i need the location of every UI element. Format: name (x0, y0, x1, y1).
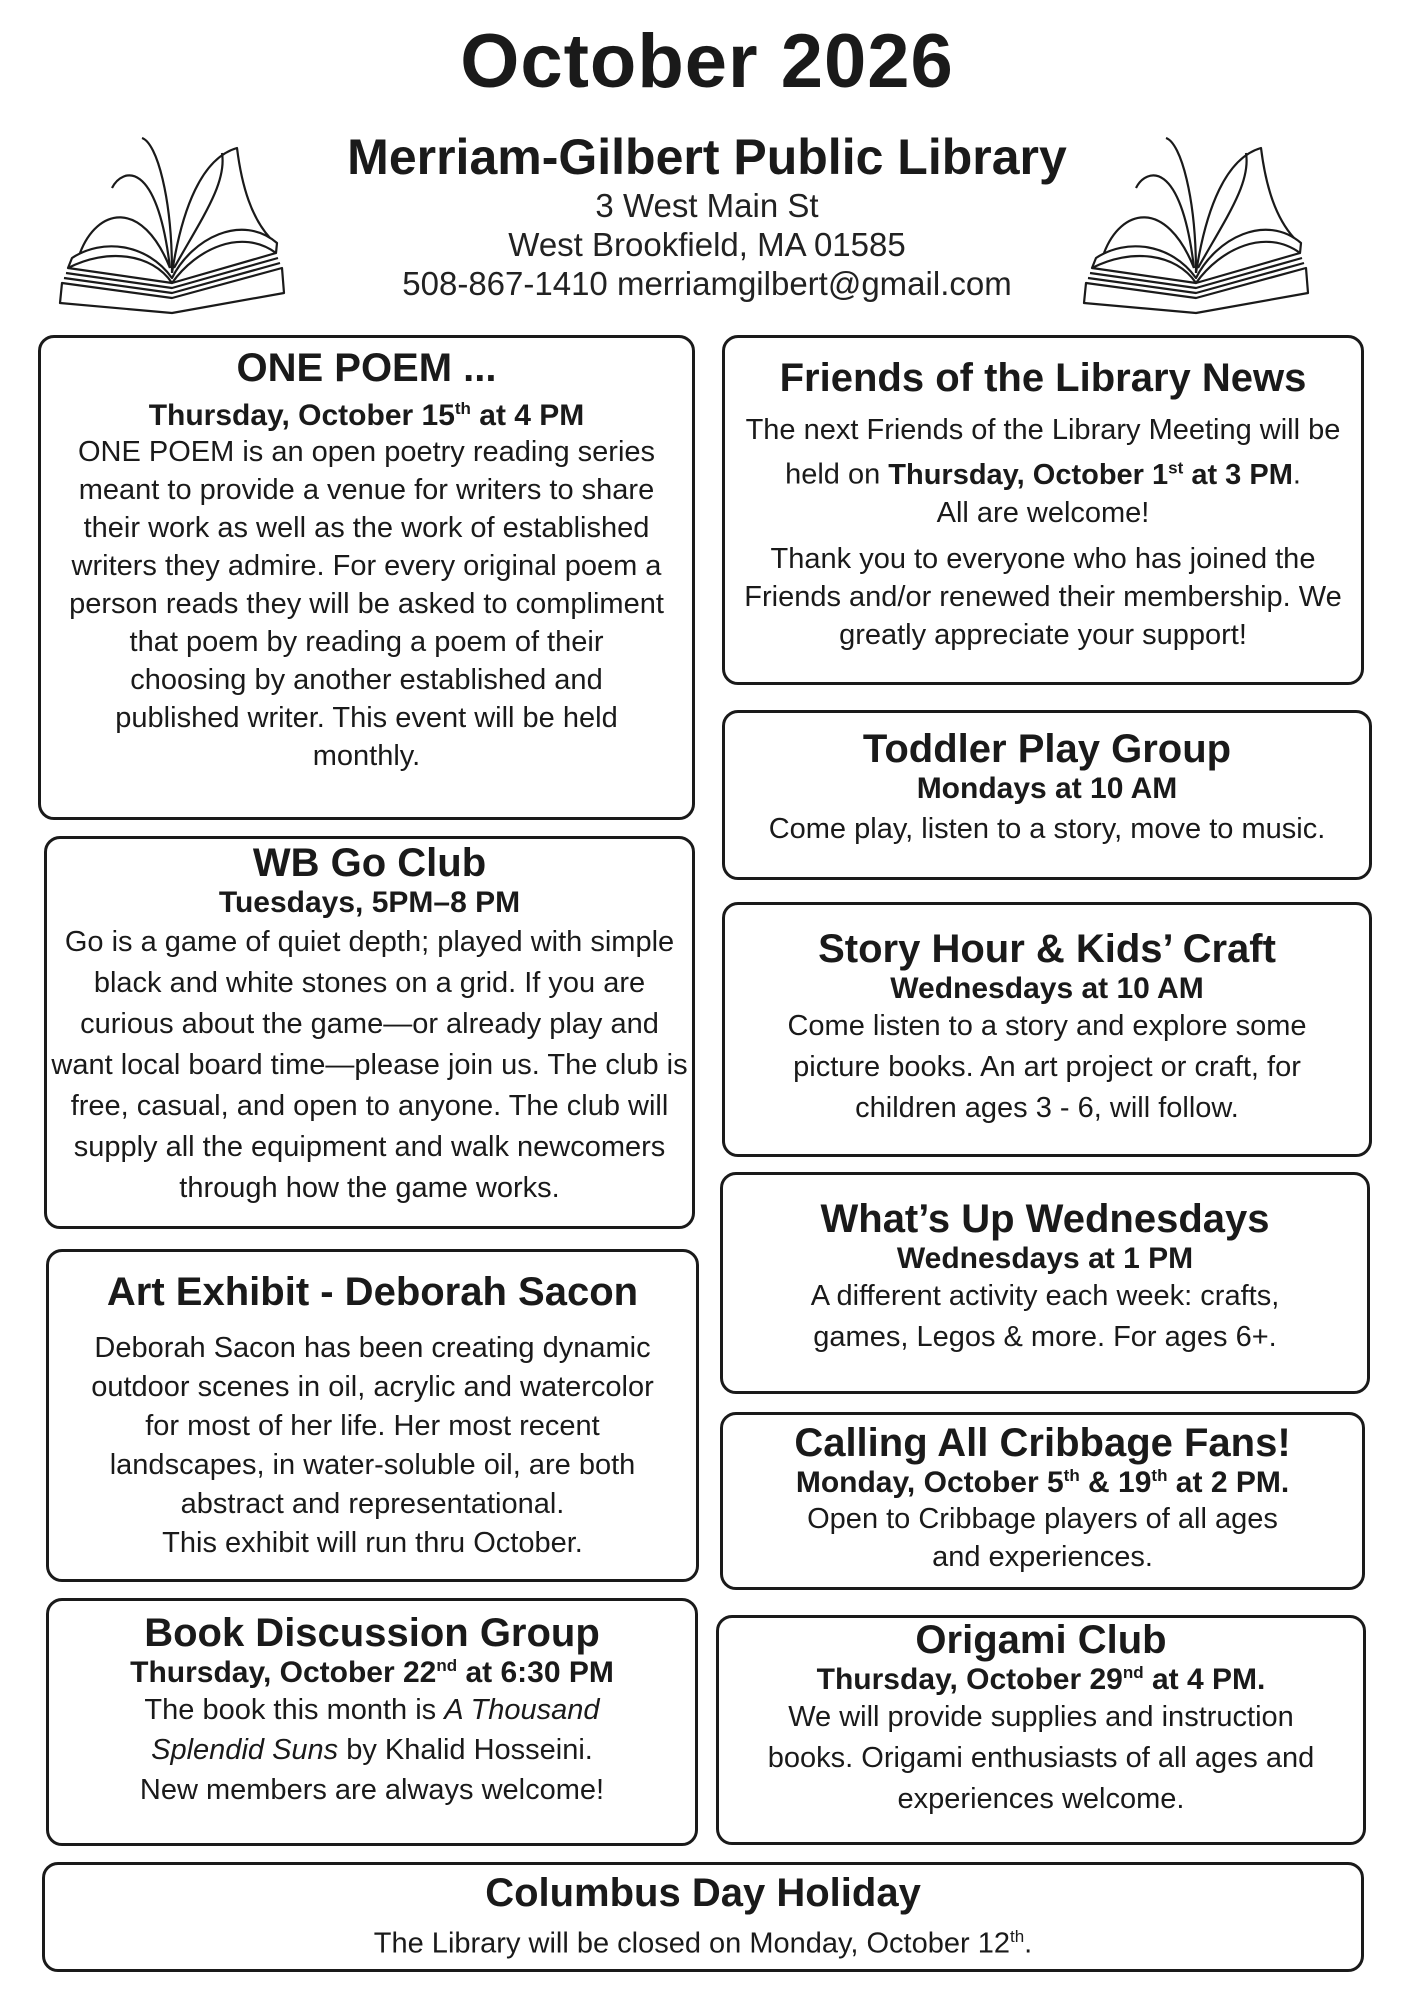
whats-up-title: What’s Up Wednesdays (820, 1197, 1270, 1241)
go-club-title: WB Go Club (252, 841, 487, 885)
friends-title: Friends of the Library News (779, 356, 1307, 400)
whats-up-body: A different activity each week: crafts, games, Legos & more. For ages 6+. (810, 1280, 1280, 1353)
contact-line: 508-867-1410 merriamgilbert@gmail.com (402, 265, 1012, 302)
address-line-1: 3 West Main St (595, 187, 819, 224)
one-poem-body: ONE POEM is an open poetry reading series meant to provide a venue for writers to share their work as well as the work of established writers they admire. For every original poem a person reads they will be asked to compliment that poem by reading a poem of their choosing by another established and published writer. This event will be held monthly. (69, 436, 664, 772)
friends-meeting-text: The next Friends of the Library Meeting will be held on Thursday, October 1st at 3 PM. All are welcome! (745, 414, 1341, 529)
cribbage-body: Open to Cribbage players of all ages and experiences. (807, 1503, 1278, 1573)
toddler-body: Come play, listen to a story, move to music. (768, 813, 1326, 845)
story-hour-when: Wednesdays at 10 AM (890, 972, 1204, 1005)
cribbage-box (720, 1412, 1365, 1590)
friends-thanks-text: Thank you to everyone who has joined the Friends and/or renewed their membership. We greatly appreciate your support! (744, 542, 1342, 651)
origami-body: We will provide supplies and instruction books. Origami enthusiasts of all ages and experiences welcome. (767, 1701, 1315, 1815)
toddler-title: Toddler Play Group (862, 727, 1232, 771)
book-group-when: Thursday, October 22nd at 6:30 PM (130, 1656, 614, 1689)
book-group-body: The book this month is A Thousand Splendid Suns by Khalid Hosseini. (144, 1694, 600, 1766)
art-exhibit-body: Deborah Sacon has been creating dynamic outdoor scenes in oil, acrylic and watercolor for most of her life. Her most recent landscapes, in water-soluble oil, are both abstract and representational. (91, 1332, 654, 1520)
cribbage-when: Monday, October 5th & 19th at 2 PM. (795, 1466, 1290, 1499)
story-hour-body: Come listen to a story and explore some picture books. An art project or craft, for children ages 3 - 6, will follow. (787, 1010, 1307, 1124)
address-line-2: West Brookfield, MA 01585 (508, 226, 906, 263)
whats-up-when: Wednesdays at 1 PM (896, 1242, 1194, 1275)
toddler-box (722, 710, 1372, 880)
columbus-body: The Library will be closed on Monday, October 12th. (373, 1927, 1033, 1960)
origami-box (716, 1615, 1366, 1845)
friends-box (722, 335, 1364, 685)
toddler-when: Mondays at 10 AM (916, 772, 1178, 805)
story-hour-box (722, 902, 1372, 1157)
book-group-box (46, 1598, 698, 1846)
go-club-when: Tuesdays, 5PM–8 PM (218, 886, 521, 919)
art-exhibit-box (46, 1249, 699, 1582)
whats-up-box (720, 1172, 1370, 1394)
art-exhibit-run: This exhibit will run thru October. (162, 1527, 583, 1559)
art-exhibit-title: Art Exhibit - Deborah Sacon (106, 1270, 639, 1314)
story-hour-title: Story Hour & Kids’ Craft (818, 927, 1276, 971)
cribbage-title: Calling All Cribbage Fans! (794, 1421, 1291, 1465)
book-group-title: Book Discussion Group (144, 1611, 600, 1655)
go-club-box (44, 836, 695, 1229)
one-poem-box (38, 335, 695, 820)
go-club-body: Go is a game of quiet depth; played with simple black and white stones on a grid. If you are curious about the game—or already play and want local board time—please join us. The club is free, casual, and open to anyone. The club will supply all the equipment and walk newcomers through how the game works. (51, 926, 688, 1204)
one-poem-when: Thursday, October 15th at 4 PM (148, 399, 585, 432)
origami-title: Origami Club (915, 1618, 1167, 1662)
origami-when: Thursday, October 29nd at 4 PM. (816, 1663, 1266, 1696)
library-name: Merriam-Gilbert Public Library (347, 129, 1067, 185)
one-poem-title: ONE POEM ... (236, 346, 497, 390)
columbus-box (42, 1862, 1364, 1972)
columbus-title: Columbus Day Holiday (485, 1871, 921, 1915)
book-group-welcome: New members are always welcome! (139, 1774, 605, 1806)
page-title: October 2026 (460, 19, 954, 104)
